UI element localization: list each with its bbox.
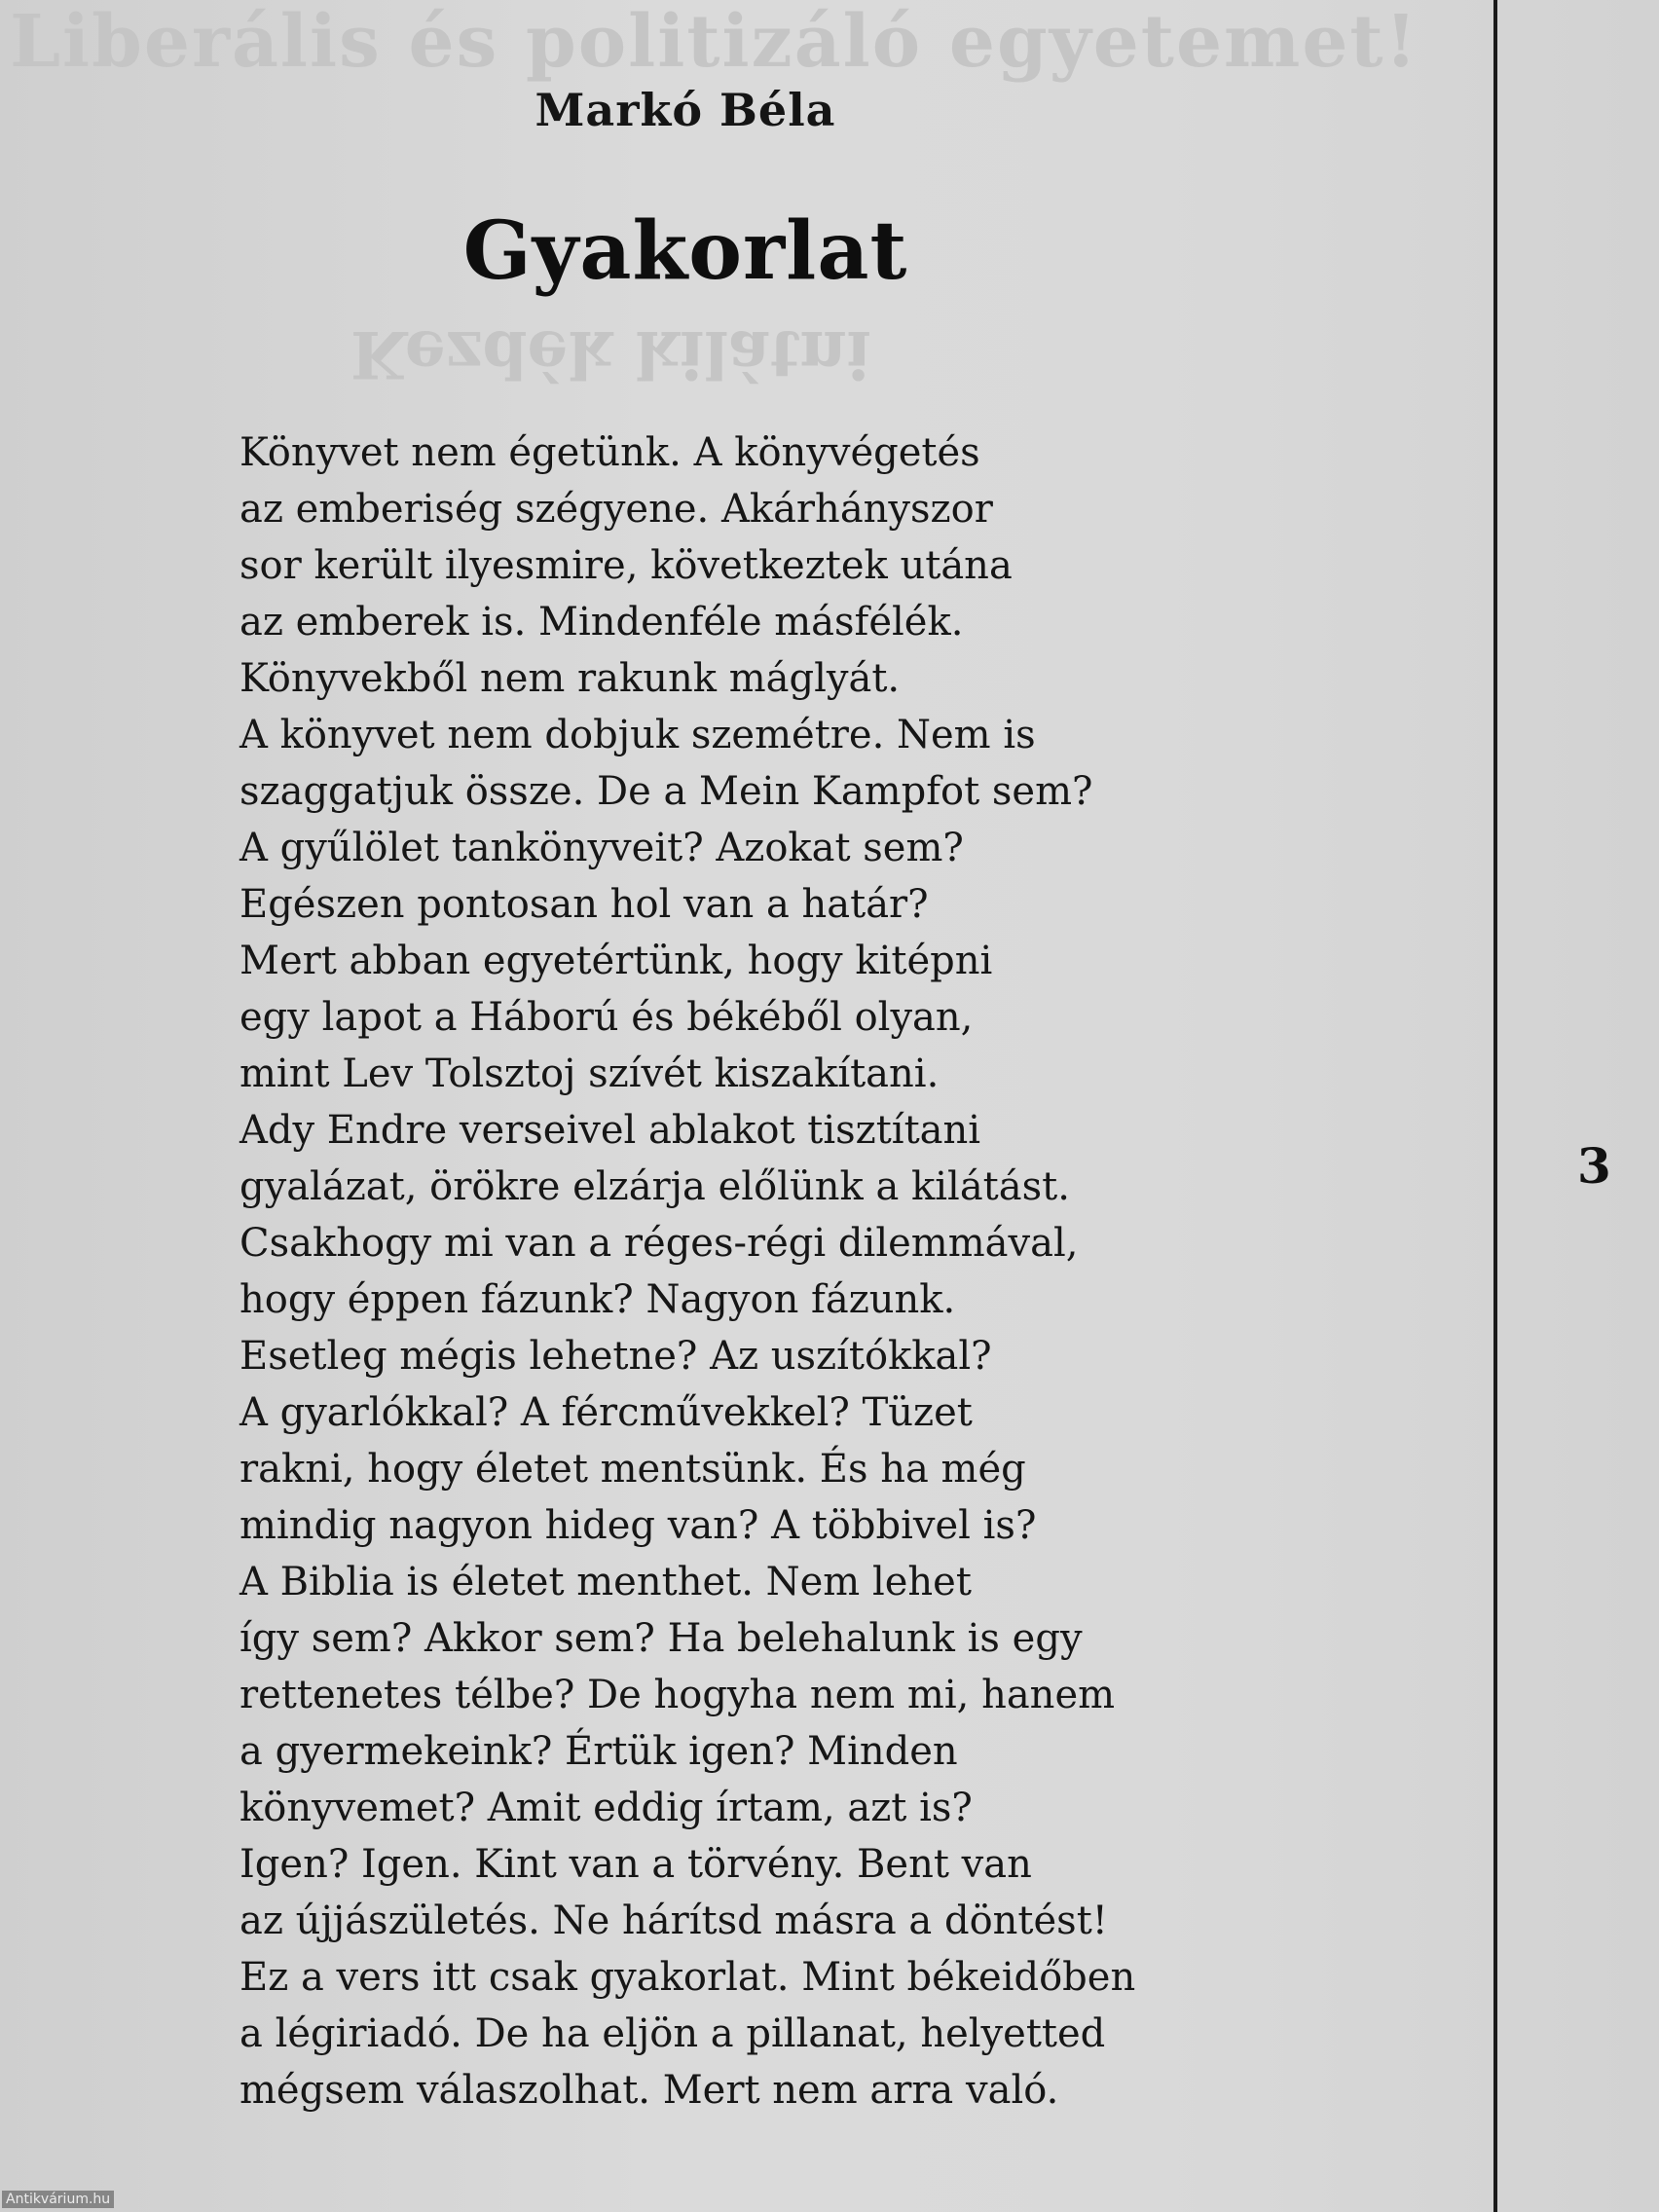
bleed-through-heading: Liberális és politizáló egyetemet! — [10, 0, 1419, 84]
poem-line: a gyermekeink? Értük igen? Minden — [240, 1729, 958, 1774]
poem-line: hogy éppen fázunk? Nagyon fázunk. — [240, 1277, 956, 1322]
poem-line: Csakhogy mi van a réges-régi dilemmával, — [240, 1221, 1079, 1266]
poem-line: az emberiség szégyene. Akárhányszor — [240, 487, 993, 532]
poem-line: egy lapot a Háború és békéből olyan, — [240, 995, 974, 1040]
poem-line: rakni, hogy életet mentsünk. És ha még — [240, 1447, 1026, 1492]
poem-line: az emberek is. Mindenféle másfélék. — [240, 600, 964, 645]
poem-title: Gyakorlat — [462, 204, 908, 298]
poem-line: mégsem válaszolhat. Mert nem arra való. — [240, 2068, 1059, 2113]
poem-line: Ez a vers itt csak gyakorlat. Mint békeidőben — [240, 1955, 1136, 2000]
poem-line: A könyvet nem dobjuk szemétre. Nem is — [240, 713, 1036, 757]
watermark: Antikvárium.hu — [2, 2191, 114, 2208]
poem-line: mint Lev Tolsztoj szívét kiszakítani. — [240, 1051, 940, 1096]
page-edge-rule — [1493, 0, 1497, 2212]
poem-line: A Biblia is életet menthet. Nem lehet — [240, 1560, 972, 1604]
poem-line: rettenetes télbe? De hogyha nem mi, hanem — [240, 1673, 1116, 1717]
poem-line: szaggatjuk össze. De a Mein Kampfot sem? — [240, 769, 1093, 814]
poem-line: így sem? Akkor sem? Ha belehalunk is egy — [240, 1616, 1083, 1661]
poem-line: Ady Endre verseivel ablakot tisztítani — [240, 1108, 981, 1153]
poem-line: mindig nagyon hideg van? A többivel is? — [240, 1503, 1037, 1548]
poem-line: a légiriadó. De ha eljön a pillanat, helyetted — [240, 2011, 1106, 2056]
poem-line: Könyvet nem égetünk. A könyvégetés — [240, 430, 980, 475]
poem-line: A gyűlölet tankönyveit? Azokat sem? — [240, 826, 964, 870]
poem-line: sor került ilyesmire, következtek utána — [240, 543, 1013, 588]
poem-line: Egészen pontosan hol van a határ? — [240, 882, 929, 927]
poem-author: Markó Béla — [535, 84, 836, 136]
poem-line: gyalázat, örökre elzárja előlünk a kilátást. — [240, 1164, 1070, 1209]
poem-line: A gyarlókkal? A fércművekkel? Tüzet — [240, 1390, 973, 1435]
poem-line: Könyvekből nem rakunk máglyát. — [240, 656, 901, 701]
poem-line: könyvemet? Amit eddig írtam, azt is? — [240, 1786, 973, 1830]
bleed-through-subheading: Kezdék kilátni — [350, 316, 871, 392]
page-number: 3 — [1577, 1137, 1611, 1195]
poem-line: Mert abban egyetértünk, hogy kitépni — [240, 939, 993, 983]
poem-line: Esetleg mégis lehetne? Az uszítókkal? — [240, 1334, 992, 1379]
poem-body — [240, 424, 1447, 2119]
poem-line: Igen? Igen. Kint van a törvény. Bent van — [240, 1842, 1032, 1887]
poem-line: az újjászületés. Ne hárítsd másra a döntést! — [240, 1899, 1108, 1943]
